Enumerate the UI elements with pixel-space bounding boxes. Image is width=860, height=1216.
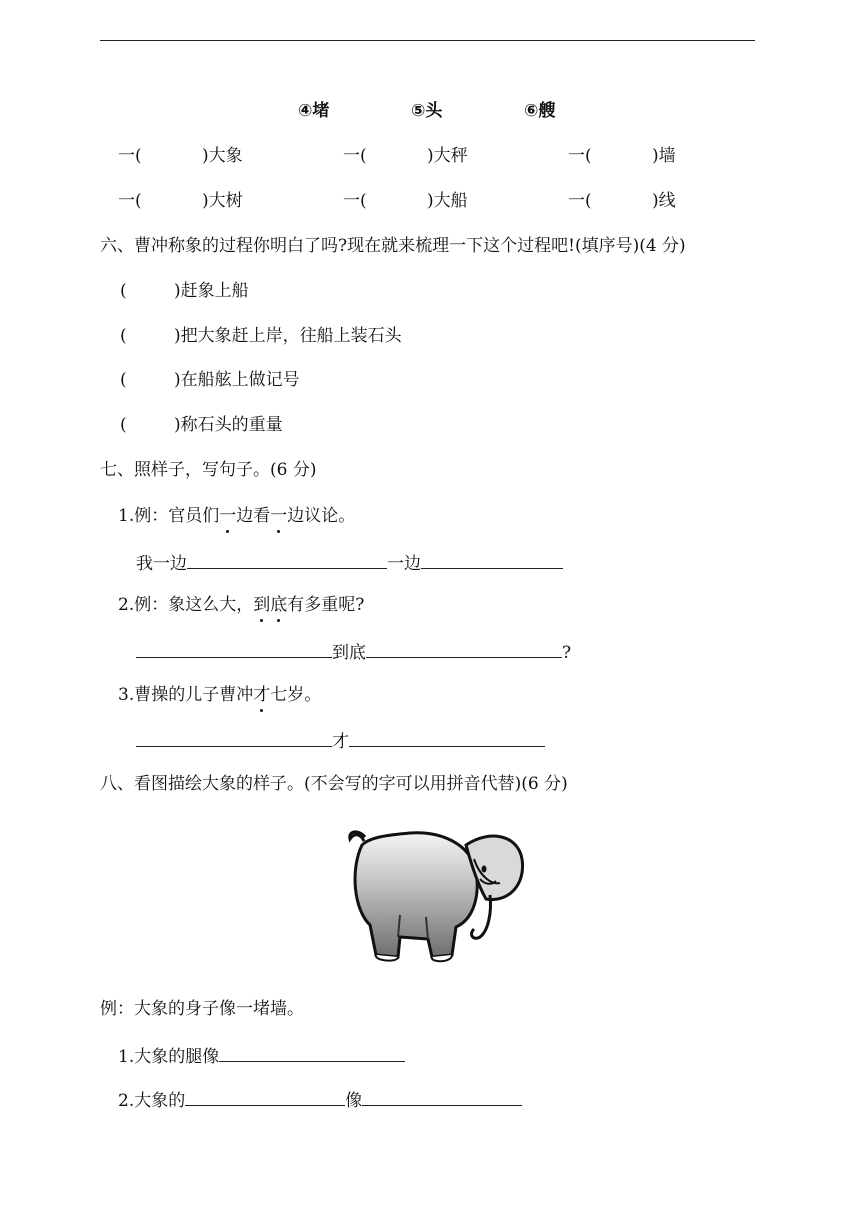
mw-row2-col1-suffix: )大树 — [202, 191, 243, 211]
answer-blank[interactable] — [366, 639, 562, 658]
s7-q3-fill: 才 — [136, 728, 545, 753]
option-4: ④堵 — [298, 101, 330, 121]
emphasis-dot-char: 到 — [253, 595, 271, 615]
s7-q1-fill: 我一边 一边 — [136, 550, 563, 575]
s6-item4-text: )称石头的重量 — [174, 415, 283, 435]
emphasis-dot-char: 一 — [219, 506, 237, 526]
s6-item1-text: )赶象上船 — [174, 281, 249, 301]
section6-title: 六、曹冲称象的过程你明白了吗?现在就来梳理一下这个过程吧!(填序号)(4 分) — [100, 236, 686, 256]
s6-item3-open: ( — [120, 370, 127, 390]
mw-row2-col1-prefix: 一( — [118, 191, 142, 211]
answer-blank[interactable] — [421, 550, 563, 569]
mw-row2-col2-suffix: )大船 — [427, 191, 468, 211]
answer-blank[interactable] — [187, 550, 387, 569]
s6-item2-text: )把大象赶上岸，往船上装石头 — [174, 326, 402, 346]
answer-blank[interactable] — [185, 1087, 345, 1106]
section8-example: 例：大象的身子像一堵墙。 — [100, 999, 304, 1019]
header-rule — [100, 40, 755, 41]
option-5: ⑤头 — [411, 101, 443, 121]
section7-title: 七、照样子，写句子。(6 分) — [100, 460, 317, 480]
s7-q1-example: 1.例：官员们一边看一边议论。 — [118, 506, 356, 526]
s6-item2-open: ( — [120, 326, 127, 346]
mw-row1-col2-prefix: 一( — [343, 146, 367, 166]
s7-q2-example: 2.例：象这么大，到底有多重呢? — [118, 595, 365, 615]
emphasis-dot-char: 底 — [270, 595, 288, 615]
elephant-icon — [340, 815, 540, 965]
mw-row2-col3-suffix: )线 — [652, 191, 676, 211]
mw-row1-col3-suffix: )墙 — [652, 146, 676, 166]
s6-item3-text: )在船舷上做记号 — [174, 370, 300, 390]
option-6: ⑥艘 — [524, 101, 556, 121]
answer-blank[interactable] — [349, 728, 545, 747]
s7-q2-fill: 到底 ? — [136, 639, 571, 664]
mw-row1-col2-suffix: )大秤 — [427, 146, 468, 166]
emphasis-dot-char: 才 — [253, 685, 271, 705]
mw-row2-col2-prefix: 一( — [343, 191, 367, 211]
mw-row1-col3-prefix: 一( — [568, 146, 592, 166]
answer-blank[interactable] — [136, 639, 332, 658]
s6-item1-open: ( — [120, 281, 127, 301]
s8-q2: 2.大象的 像 — [118, 1087, 522, 1112]
answer-blank[interactable] — [362, 1087, 522, 1106]
mw-row1-col1-suffix: )大象 — [202, 146, 243, 166]
answer-blank[interactable] — [136, 728, 332, 747]
mw-row1-col1-prefix: 一( — [118, 146, 142, 166]
s6-item4-open: ( — [120, 415, 127, 435]
answer-blank[interactable] — [219, 1043, 405, 1062]
mw-row2-col3-prefix: 一( — [568, 191, 592, 211]
section8-title: 八、看图描绘大象的样子。(不会写的字可以用拼音代替)(6 分) — [100, 774, 568, 794]
s7-q3-example: 3.曹操的儿子曹冲才七岁。 — [118, 685, 322, 705]
emphasis-dot-char: 一 — [270, 506, 288, 526]
s8-q1: 1.大象的腿像 — [118, 1043, 405, 1068]
